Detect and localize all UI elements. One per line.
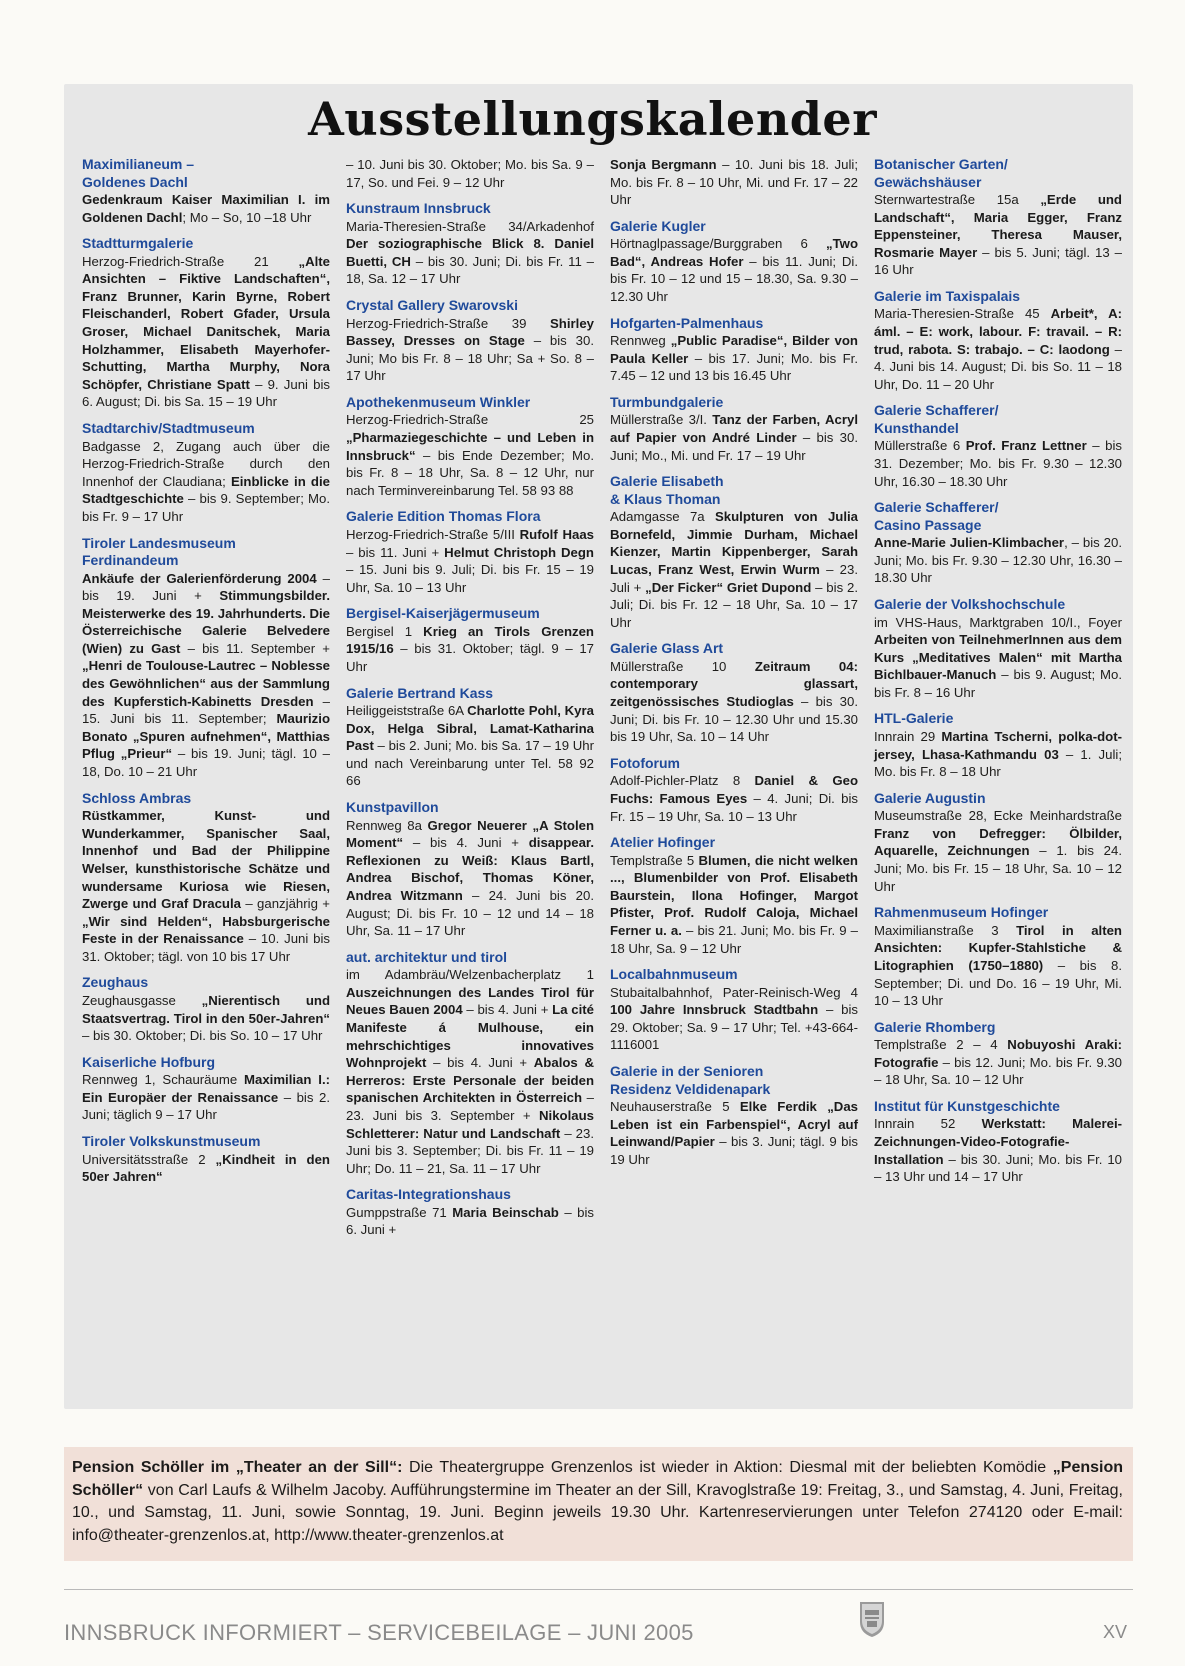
exhibition-details bbox=[82, 992, 330, 1045]
venue-title: Caritas-Integrationshaus bbox=[346, 1186, 511, 1203]
exhibition-info: Sternwartestraße 15a bbox=[874, 192, 1041, 207]
exhibition-name: Ankäufe der Galerienförderung 2004 bbox=[82, 570, 317, 586]
exhibition-details bbox=[346, 702, 594, 790]
exhibition-details bbox=[346, 526, 594, 596]
exhibition-name: Shirley Bassey, Dresses on Stage bbox=[346, 315, 594, 349]
exhibition-entry bbox=[346, 685, 594, 790]
venue-title: Galerie Elisabeth & Klaus Thoman bbox=[610, 473, 724, 507]
exhibition-entry bbox=[874, 156, 1122, 279]
exhibition-info: – bis 11. September + bbox=[180, 640, 330, 656]
exhibition-details bbox=[82, 438, 330, 526]
exhibition-name: Tanz der Farben, Acryl auf Papier von André Linder bbox=[610, 412, 858, 446]
exhibition-info: – bis 31. Dezember; Mo. bis Fr. 9.30 – 12.30 Uhr, 16.30 – 18.30 Uhr bbox=[874, 438, 1122, 489]
exhibition-info: – bis 2. Juli; Di. bis Fr. 12 – 18 Uhr, Sa. 10 – 17 Uhr bbox=[610, 579, 858, 630]
exhibition-name: Zeitraum 04: contemporary glassart, zeitgenössisches Studioglas bbox=[610, 658, 858, 710]
venue-title: Stadtturmgalerie bbox=[82, 235, 194, 252]
exhibition-entry bbox=[874, 499, 1122, 587]
exhibition-details bbox=[610, 508, 858, 631]
exhibition-name: Nikolaus Schletterer: Natur und Landschaft bbox=[346, 1107, 594, 1141]
exhibition-entry bbox=[346, 508, 594, 596]
exhibition-name: „Der Ficker“ Griet Dupond bbox=[645, 579, 812, 595]
venue-title: aut. architektur und tirol bbox=[346, 948, 508, 965]
exhibition-entry bbox=[874, 596, 1122, 701]
exhibition-entry bbox=[82, 1054, 330, 1124]
notice-text-2: von Carl Laufs & Wilhelm Jacoby. Aufführungstermine im Theater an der Sill, Kravoglstraße 19: Freitag, 3., und Samstag, 4. Juni, Freitag, 10., und Samstag, 11. Juni, sowie Sonntag, 19. Juni. Beginn jeweils 19.30 Uhr. Kartenreservierungen unter Telefon 274120 oder E-mail: info@theater-grenzenlos.at, http://www.theater-grenzenlos.at bbox=[72, 1481, 1123, 1544]
venue-title: Botanischer Garten/ Gewächshäuser bbox=[874, 156, 1008, 190]
exhibition-name: Auszeichnungen des Landes Tirol für Neues Bauen 2004 bbox=[346, 984, 594, 1018]
exhibition-info: Hörtnaglpassage/Burggraben 6 bbox=[610, 236, 827, 252]
exhibition-details bbox=[346, 218, 594, 288]
theater-notice bbox=[64, 1447, 1133, 1561]
exhibition-info: Stubaitalbahnhof, Pater-Reinisch-Weg 4 bbox=[610, 984, 858, 1000]
venue-title: Atelier Hofinger bbox=[610, 834, 716, 851]
notice-highlight: „Pension Schöller“ bbox=[72, 1459, 1123, 1499]
exhibition-details bbox=[874, 614, 1122, 702]
exhibition-info: – bis 12. Juni; Mo. bis Fr. 9.30 – 18 Uhr, Sa. 10 – 12 Uhr bbox=[874, 1054, 1122, 1088]
exhibition-info: Bergisel 1 bbox=[346, 623, 424, 639]
exhibition-details bbox=[874, 534, 1122, 587]
venue-title: Institut für Kunstgeschichte bbox=[874, 1097, 1060, 1114]
exhibition-entry bbox=[82, 535, 330, 781]
exhibition-entry bbox=[610, 1063, 858, 1168]
exhibition-details bbox=[82, 1151, 330, 1186]
venue-title: Galerie Schafferer/ Kunsthandel bbox=[874, 402, 999, 436]
exhibition-info: – bis 6. Juni + bbox=[346, 1204, 594, 1238]
exhibition-name: Abalos & Herreros: Erste Personale der beiden spanischen Architekten in Österreich bbox=[346, 1055, 594, 1106]
exhibition-name: Werkstatt: Malerei-Zeichnungen-Video-Fotografie-Installation bbox=[874, 1116, 1122, 1167]
exhibition-details bbox=[610, 411, 858, 464]
exhibition-info: Innrain 29 bbox=[874, 728, 942, 744]
exhibition-details bbox=[610, 658, 858, 746]
exhibition-entry bbox=[610, 156, 858, 209]
notice-text-1: Die Theatergruppe Grenzenlos ist wieder in Aktion: Diesmal mit der beliebten Komödie bbox=[402, 1459, 1053, 1476]
exhibition-info: Rennweg 1, Schauräume bbox=[82, 1072, 245, 1088]
exhibition-info: – bis 4. Juni + bbox=[426, 1055, 534, 1071]
venue-title: Turmbundgalerie bbox=[610, 393, 724, 410]
venue-title: Galerie Kugler bbox=[610, 217, 706, 234]
venue-title: HTL-Galerie bbox=[874, 710, 954, 727]
exhibition-name: Einblicke in die Stadtgeschichte bbox=[82, 473, 330, 507]
exhibition-details bbox=[346, 315, 594, 385]
exhibition-info: Gumppstraße 71 bbox=[346, 1204, 453, 1220]
exhibition-details bbox=[346, 411, 594, 499]
venue-title: Kaiserliche Hofburg bbox=[82, 1053, 216, 1070]
exhibition-info: Templstraße 2 – 4 bbox=[874, 1037, 1008, 1053]
exhibition-info: – bis 29. Oktober; Sa. 9 – 17 Uhr; Tel. +43-664-1116001 bbox=[610, 1002, 858, 1053]
exhibition-info: Herzog-Friedrich-Straße 5/III bbox=[346, 526, 520, 542]
exhibition-name: „Henri de Toulouse-Lautrec – Noblesse des Gewöhnlichen“ aus der Sammlung des Kupferstich-Kabinetts Dresden bbox=[82, 658, 330, 709]
exhibition-info: Herzog-Friedrich-Straße 39 bbox=[346, 315, 551, 331]
exhibition-info: – ganzjährig + bbox=[240, 896, 330, 912]
venue-title: Schloss Ambras bbox=[82, 789, 192, 806]
exhibition-entry bbox=[610, 755, 858, 825]
exhibition-info: – 24. Juni bis 20. August; Di. bis Fr. 10 – 12 und 14 – 18 Uhr, Sa. 11 – 17 Uhr bbox=[346, 887, 594, 939]
exhibition-info: – 10. Juni bis 18. Juli; Mo. bis Fr. 8 – 10 Uhr, Mi. und Fr. 17 – 22 Uhr bbox=[610, 157, 858, 208]
exhibition-details bbox=[610, 1098, 858, 1168]
exhibition-info: , – bis 20. Juni; Mo. bis Fr. 9.30 – 12.30 Uhr, 16.30 – 18.30 Uhr bbox=[874, 535, 1123, 586]
calendar-columns bbox=[82, 156, 1122, 1426]
exhibition-name: Helmut Christoph Degn bbox=[444, 544, 594, 560]
exhibition-name: 100 Jahre Innsbruck Stadtbahn bbox=[610, 1002, 819, 1018]
exhibition-info: Badgasse 2, Zugang auch über die Herzog-Friedrich-Straße durch den Innenhof der Claudiana; bbox=[82, 438, 330, 489]
exhibition-name: Martina Tscherni, polka-dot-jersey, Lhasa-Kathmandu 03 bbox=[874, 728, 1122, 762]
venue-title: Stadtarchiv/Stadtmuseum bbox=[82, 420, 255, 437]
exhibition-info: Museumstraße 28, Ecke Meinhardstraße bbox=[874, 808, 1122, 824]
exhibition-entry bbox=[874, 904, 1122, 1009]
exhibition-info: – bis 4. Juni + bbox=[403, 835, 529, 851]
exhibition-info: Innrain 52 bbox=[874, 1116, 982, 1132]
exhibition-name: Stimmungsbilder. Meisterwerke des 19. Jahrhunderts. Die Österreichische Galerie Belvedere (Wien) zu Gast bbox=[82, 588, 330, 656]
exhibition-info: Herzog-Friedrich-Straße 25 bbox=[346, 412, 594, 428]
venue-title: Galerie der Volkshochschule bbox=[874, 596, 1066, 612]
exhibition-info: – bis 19. Juni + bbox=[82, 570, 330, 604]
exhibition-name: Rufolf Haas bbox=[519, 526, 594, 542]
exhibition-info: – 23. Juni bis 3. September + bbox=[346, 1090, 594, 1123]
venue-title: Galerie Edition Thomas Flora bbox=[346, 508, 541, 525]
notice-lead: Pension Schöller im „Theater an der Sill“: bbox=[72, 1459, 403, 1476]
exhibition-name: Gregor Neuerer „A Stolen Moment“ bbox=[346, 817, 595, 851]
exhibition-details bbox=[874, 1036, 1122, 1089]
exhibition-details bbox=[874, 305, 1122, 393]
exhibition-entry bbox=[874, 710, 1122, 780]
exhibition-info: – bis 30. Juni; Di. bis Fr. 11 – 18, Sa. 12 – 17 Uhr bbox=[346, 253, 594, 287]
exhibition-info: – 1. bis 24. Juni; Mo. bis Fr. 15 – 18 Uhr, Sa. 10 – 12 Uhr bbox=[874, 843, 1122, 894]
exhibition-name: Tirol in alten Ansichten: Kupfer-Stahlstiche & Litographien (1750–1880) bbox=[874, 922, 1122, 973]
exhibition-info: Rennweg 8a bbox=[346, 817, 428, 833]
venue-title: Kunstpavillon bbox=[346, 799, 439, 816]
exhibition-info: – bis 9. August; Mo. bis Fr. 8 – 16 Uhr bbox=[874, 667, 1122, 700]
exhibition-entry bbox=[82, 156, 330, 226]
exhibition-entry bbox=[346, 949, 594, 1178]
exhibition-details bbox=[610, 156, 858, 209]
exhibition-info: – bis 17. Juni; Mo. bis Fr. 7.45 – 12 und 13 bis 16.45 Uhr bbox=[610, 350, 858, 384]
exhibition-entry bbox=[874, 1098, 1122, 1186]
exhibition-details bbox=[610, 235, 858, 305]
exhibition-info: – bis 19. Juni; tägl. 10 – 18, Do. 10 – 21 Uhr bbox=[82, 746, 330, 780]
exhibition-details bbox=[82, 807, 330, 965]
exhibition-details bbox=[82, 570, 330, 781]
exhibition-info: im VHS-Haus, Marktgraben 10/I., Foyer bbox=[874, 614, 1122, 630]
city-crest-icon bbox=[857, 1600, 887, 1638]
exhibition-entry bbox=[874, 1019, 1122, 1089]
exhibition-entry bbox=[346, 1186, 594, 1239]
exhibition-entry bbox=[346, 394, 594, 499]
exhibition-name: Franz von Defregger: Ölbilder, Aquarelle, Zeichnungen bbox=[874, 825, 1122, 859]
exhibition-name: „Alte Ansichten – Fiktive Landschaften“, Franz Brunner, Karin Byrne, Robert Fleischanderl, Robert Gfader, Ursula Groser, Michael Danitschek, Maria Holzhammer, Elisabeth Mayerhofer-Schutting, Martha Murphy, Nora Schöpfer, Christiane Spatt bbox=[82, 253, 330, 392]
exhibition-name: Sonja Bergmann bbox=[610, 157, 717, 172]
exhibition-name: Maria Beinschab bbox=[452, 1204, 559, 1220]
exhibition-name: Der soziographische Blick 8. Daniel Buetti, CH bbox=[346, 236, 594, 269]
exhibition-name: Anne-Marie Julien-Klimbacher bbox=[874, 535, 1065, 551]
exhibition-info: – bis 2. Juni; Mo. bis Sa. 17 – 19 Uhr und nach Vereinbarung unter Tel. 58 92 66 bbox=[346, 738, 594, 789]
exhibition-name: „Two Bad“, Andreas Hofer bbox=[610, 236, 858, 269]
venue-title: Galerie in der Senioren Residenz Veldidenapark bbox=[610, 1063, 771, 1097]
exhibition-info: – bis 11. Juni + bbox=[346, 544, 445, 560]
exhibition-details bbox=[874, 728, 1122, 781]
venue-title: Galerie Schafferer/ Casino Passage bbox=[874, 499, 999, 533]
exhibition-name: Gedenkraum Kaiser Maximilian I. im Goldenen Dachl bbox=[82, 192, 330, 225]
exhibition-entry bbox=[346, 297, 594, 385]
exhibition-info: – 1. Juli; Mo. bis Fr. 8 – 18 Uhr bbox=[874, 746, 1122, 780]
calendar-column bbox=[346, 156, 594, 1426]
exhibition-info: – bis 4. Juni + bbox=[462, 1002, 553, 1018]
exhibition-entry bbox=[874, 402, 1122, 490]
exhibition-details bbox=[346, 966, 594, 1177]
exhibition-entry bbox=[82, 974, 330, 1044]
exhibition-entry bbox=[82, 235, 330, 411]
exhibition-name: Blumen, die nicht welken ..., Blumenbilder von Prof. Elisabeth Baurstein, Ilona Hofinger, Margot Pfister, Prof. Rudolf Caloja, Michael Ferner u. a. bbox=[610, 852, 858, 938]
exhibition-info: – bis 11. Juni; Di. bis Fr. 10 – 12 und 15 – 18.30, Sa. 9.30 – 12.30 Uhr bbox=[610, 253, 858, 305]
exhibition-name: Maurizio Bonato „Spuren aufnehmen“, Matthias Pflug „Prieur“ bbox=[82, 711, 330, 762]
exhibition-entry bbox=[610, 640, 858, 745]
exhibition-name: disappear. Reflexionen zu Weiß: Klaus Bartl, Andrea Bischof, Thomas Köner, Andrea Witzmann bbox=[346, 835, 594, 903]
exhibition-info: – 15. Juni bis 11. September; bbox=[82, 693, 331, 727]
exhibition-info: – bis 2. Juni; täglich 9 – 17 Uhr bbox=[82, 1089, 330, 1123]
exhibition-info: – bis 30. Oktober; Di. bis So. 10 – 17 Uhr bbox=[82, 1028, 323, 1044]
exhibition-info: ; Mo – So, 10 –18 Uhr bbox=[182, 209, 312, 225]
exhibition-name: Arbeit*, A: áml. – E: work, labour. F: travail. – R: trud, rabota. S: trabajo. – C: laodong bbox=[874, 306, 1122, 357]
exhibition-entry bbox=[610, 473, 858, 631]
exhibition-details bbox=[82, 191, 330, 226]
exhibition-name: „Erde und Landschaft“, Maria Egger, Franz Eppensteiner, Theresa Mauser, Rosmarie Mayer bbox=[874, 192, 1122, 260]
exhibition-entry bbox=[874, 790, 1122, 895]
exhibition-name: Prof. Franz Lettner bbox=[965, 438, 1087, 454]
exhibition-info: Zeughausgasse bbox=[82, 992, 202, 1008]
exhibition-info: – bis 30. Juni; Di. bis Fr. 10 – 12.30 Uhr und 15.30 bis 19 Uhr, Sa. 10 – 14 Uhr bbox=[610, 694, 858, 745]
exhibition-details bbox=[346, 817, 594, 940]
exhibition-info: – bis 5. Juni; tägl. 13 – 16 Uhr bbox=[874, 244, 1122, 278]
page-title: Ausstellungskalender bbox=[308, 92, 877, 146]
exhibition-info: – 4. Juni; Di. bis Fr. 15 – 19 Uhr, Sa. 10 – 13 Uhr bbox=[610, 790, 858, 824]
exhibition-name: Skulpturen von Julia Bornefeld, Jimmie Durham, Michael Kienzer, Martin Kippenberger, Sarah Lucas, Franz West, Erwin Wurm bbox=[610, 509, 858, 577]
exhibition-info: – bis 8. September; Di. und Do. 16 – 19 Uhr, Mi. 10 – 13 Uhr bbox=[874, 957, 1122, 1009]
exhibition-name: Maximilian I.: Ein Europäer der Renaissance bbox=[82, 1072, 330, 1105]
venue-title: Crystal Gallery Swarovski bbox=[346, 297, 518, 314]
exhibition-entry bbox=[874, 288, 1122, 393]
exhibition-details bbox=[874, 922, 1122, 1010]
exhibition-name: Rüstkammer, Kunst- und Wunderkammer, Spanischer Saal, Innenhof und Bad der Philippine Welser, kunsthistorische Schätze und wundersame Kuriosa wie Riesen, Zwerge und Graf Dracula bbox=[82, 808, 330, 912]
exhibition-details bbox=[346, 1204, 594, 1239]
exhibition-info: – bis 31. Oktober; tägl. 9 – 17 Uhr bbox=[346, 641, 594, 674]
venue-title: Galerie Bertrand Kass bbox=[346, 684, 494, 701]
exhibition-info: – bis Ende Dezember; Mo. bis Fr. 8 – 18 Uhr, Sa. 8 – 12 Uhr, nur nach Terminvereinbarung Tel. 58 93 88 bbox=[346, 447, 594, 498]
exhibition-details bbox=[346, 623, 594, 676]
exhibition-info: – bis 3. Juni; tägl. 9 bis 19 Uhr bbox=[610, 1134, 858, 1167]
exhibition-info: – bis 30. Juni; Mo., Mi. und Fr. 17 – 19 Uhr bbox=[610, 430, 858, 463]
calendar-column bbox=[874, 156, 1122, 1426]
exhibition-entry bbox=[346, 200, 594, 288]
exhibition-entry bbox=[610, 315, 858, 385]
footer-publication: INNSBRUCK INFORMIERT – SERVICEBEILAGE – JUNI 2005 bbox=[64, 1620, 694, 1645]
exhibition-info: – bis 30. Juni; Mo bis Fr. 8 – 18 Uhr; Sa + So. 8 – 17 Uhr bbox=[346, 333, 594, 384]
exhibition-details bbox=[346, 156, 594, 191]
venue-title: Galerie Glass Art bbox=[610, 640, 724, 657]
exhibition-info: – bis 21. Juni; Mo. bis Fr. 9 – 18 Uhr, Sa. 9 – 12 Uhr bbox=[610, 923, 858, 956]
exhibition-info: Neuhauserstraße 5 bbox=[610, 1099, 740, 1115]
exhibition-name: „Public Paradise“, Bilder von Paula Keller bbox=[610, 333, 858, 366]
venue-title: Tiroler Landesmuseum Ferdinandeum bbox=[82, 534, 236, 568]
venue-title: Kunstraum Innsbruck bbox=[346, 200, 491, 217]
exhibition-name: Daniel & Geo Fuchs: Famous Eyes bbox=[610, 773, 858, 806]
exhibition-name: Elke Ferdik „Das Leben ist ein Farbenspiel“, Acryl auf Leinwand/Papier bbox=[610, 1099, 858, 1150]
exhibition-entry bbox=[610, 834, 858, 957]
exhibition-name: La cité Manifeste á Mulhouse, ein mehrschichtiges innovatives Wohnprojekt bbox=[346, 1002, 594, 1071]
venue-title: Galerie im Taxispalais bbox=[874, 287, 1021, 304]
exhibition-info: im Adambräu/Welzenbacherplatz 1 bbox=[346, 967, 594, 983]
exhibition-details bbox=[874, 437, 1122, 490]
exhibition-info: Müllerstraße 3/I. bbox=[610, 412, 713, 428]
venue-title: Apothekenmuseum Winkler bbox=[346, 393, 531, 410]
page-number: XV bbox=[1102, 1622, 1127, 1642]
exhibition-details bbox=[610, 332, 858, 385]
exhibition-details bbox=[874, 807, 1122, 895]
venue-title: Maximilianeum – Goldenes Dachl bbox=[82, 156, 195, 190]
exhibition-info: – 4. Juni bis 14. August; Di. bis So. 11 – 18 Uhr, Do. 11 – 20 Uhr bbox=[874, 341, 1123, 392]
exhibition-info: Müllerstraße 6 bbox=[874, 438, 966, 454]
exhibition-info: Rennweg bbox=[610, 333, 671, 349]
venue-title: Tiroler Volkskunstmuseum bbox=[82, 1133, 261, 1150]
exhibition-info: Adolf-Pichler-Platz 8 bbox=[610, 773, 755, 789]
exhibition-info: – 9. Juni bis 6. August; Di. bis Sa. 15 – 19 Uhr bbox=[82, 376, 330, 410]
exhibition-info: Templstraße 5 bbox=[610, 852, 699, 868]
venue-title: Fotoforum bbox=[610, 754, 680, 771]
venue-title: Bergisel-Kaiserjägermuseum bbox=[346, 605, 540, 622]
exhibition-entry bbox=[610, 394, 858, 464]
exhibition-details bbox=[610, 984, 858, 1054]
exhibition-details bbox=[874, 1115, 1122, 1185]
exhibition-name: Nobuyoshi Araki: Fotografie bbox=[874, 1037, 1123, 1070]
exhibition-info: – 10. Juni bis 30. Oktober; Mo. bis Sa. 9 – 17, So. und Fei. 9 – 12 Uhr bbox=[346, 157, 594, 190]
exhibition-info: Maximilianstraße 3 bbox=[874, 922, 1017, 938]
exhibition-info: Adamgasse 7a bbox=[610, 509, 715, 525]
exhibition-entry bbox=[346, 799, 594, 940]
exhibition-details bbox=[82, 253, 330, 411]
exhibition-entry bbox=[346, 156, 594, 191]
exhibition-info: Müllerstraße 10 bbox=[610, 658, 755, 674]
exhibition-info: – bis 30. Juni; Mo. bis Fr. 10 – 13 Uhr und 14 – 17 Uhr bbox=[874, 1151, 1122, 1185]
exhibition-info: Universitätsstraße 2 bbox=[82, 1151, 216, 1167]
exhibition-info: – 10. Juni bis 31. Oktober; tägl. von 10 bis 17 Uhr bbox=[82, 931, 331, 964]
venue-title: Galerie Augustin bbox=[874, 789, 986, 806]
venue-title: Galerie Rhomberg bbox=[874, 1018, 996, 1035]
exhibition-entry bbox=[82, 790, 330, 966]
exhibition-name: „Wir sind Helden“, Habsburgerische Feste in der Renaissance bbox=[82, 913, 330, 947]
exhibition-details bbox=[82, 1071, 330, 1124]
exhibition-info: Herzog-Friedrich-Straße 21 bbox=[82, 253, 299, 269]
calendar-column bbox=[82, 156, 330, 1426]
exhibition-entry bbox=[82, 420, 330, 525]
exhibition-entry bbox=[82, 1133, 330, 1186]
exhibition-info: Maria-Theresien-Straße 34/Arkadenhof bbox=[346, 218, 594, 234]
venue-title: Localbahnmuseum bbox=[610, 966, 738, 983]
exhibition-details bbox=[610, 772, 858, 825]
exhibition-info: Maria-Theresien-Straße 45 bbox=[874, 306, 1051, 322]
exhibition-details bbox=[610, 852, 858, 958]
venue-title: Hofgarten-Palmenhaus bbox=[610, 314, 764, 331]
exhibition-info: – 23. Juni bis 3. September; Di. bis Fr. 11 – 19 Uhr; Do. 11 – 21, Sa. 11 – 17 Uhr bbox=[346, 1125, 594, 1176]
exhibition-details bbox=[874, 191, 1122, 279]
exhibition-entry bbox=[610, 218, 858, 306]
exhibition-name: „Kindheit in den 50er Jahren“ bbox=[82, 1151, 330, 1185]
exhibition-name: „Nierentisch und Staatsvertrag. Tirol in den 50er-Jahren“ bbox=[82, 992, 331, 1026]
exhibition-entry bbox=[346, 605, 594, 675]
exhibition-name: „Pharmaziegeschichte – und Leben in Innsbruck“ bbox=[346, 430, 594, 463]
exhibition-info: – 23. Juli + bbox=[610, 562, 858, 595]
venue-title: Rahmenmuseum Hofinger bbox=[874, 904, 1049, 921]
exhibition-info: – bis 9. September; Mo. bis Fr. 9 – 17 Uhr bbox=[82, 491, 330, 524]
footer-divider bbox=[64, 1589, 1133, 1590]
exhibition-name: Charlotte Pohl, Kyra Dox, Helga Sibral, Lamat-Katharina Past bbox=[346, 703, 594, 754]
exhibition-info: Heiliggeiststraße 6A bbox=[346, 703, 468, 719]
venue-title: Zeughaus bbox=[82, 974, 149, 991]
exhibition-entry bbox=[610, 966, 858, 1054]
calendar-column bbox=[610, 156, 858, 1426]
exhibition-info: – 15. Juni bis 9. Juli; Di. bis Fr. 15 – 19 Uhr, Sa. 10 – 13 Uhr bbox=[346, 562, 594, 595]
exhibition-name: Arbeiten von TeilnehmerInnen aus dem Kurs „Meditatives Malen“ mit Martha Bichlbauer-Manuch bbox=[874, 632, 1122, 683]
exhibition-name: Krieg an Tirols Grenzen 1915/16 bbox=[346, 623, 594, 657]
